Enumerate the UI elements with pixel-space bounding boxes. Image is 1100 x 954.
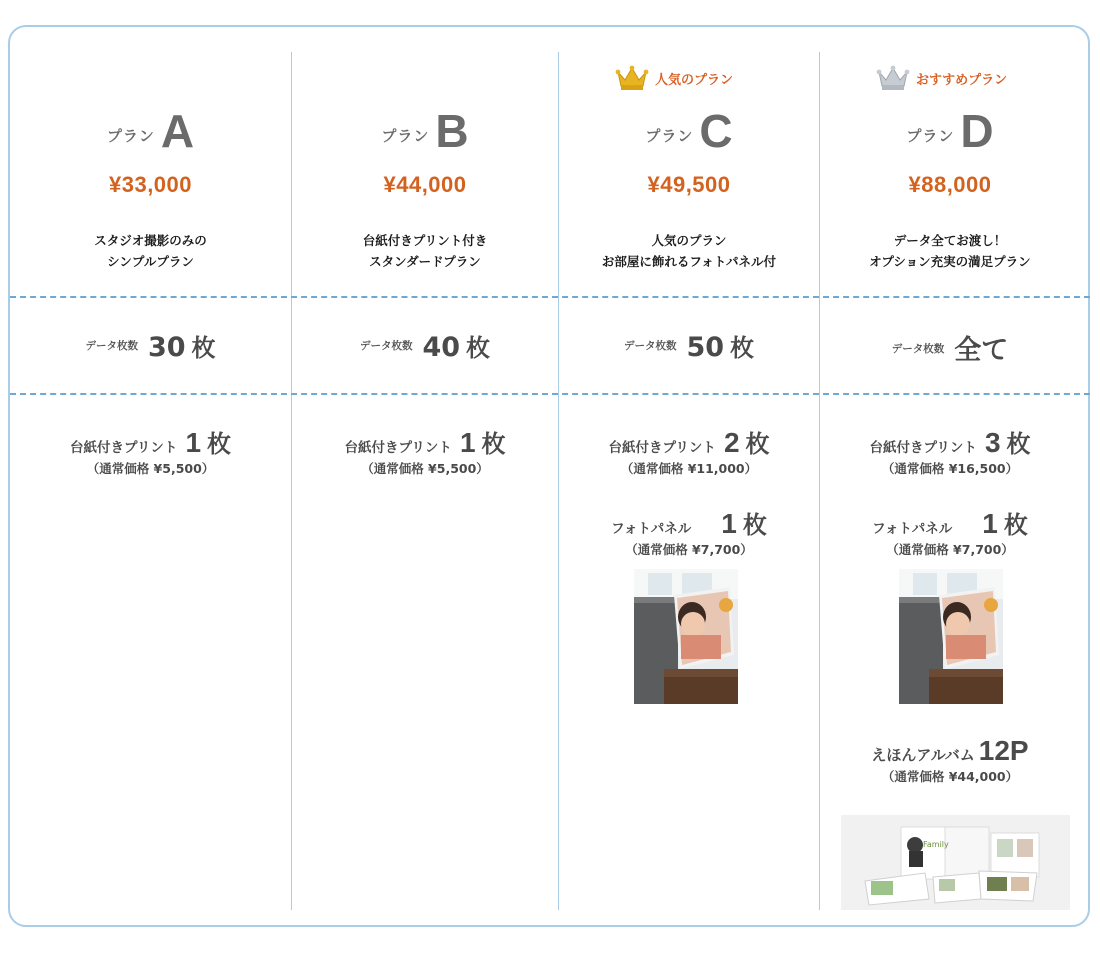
panel-unit: 枚 bbox=[742, 511, 767, 539]
album-pages: 12P bbox=[978, 735, 1029, 766]
description-line: スタンダードプラン bbox=[369, 254, 481, 269]
plan-c-data-count bbox=[559, 328, 819, 363]
picture-book-album-image bbox=[841, 815, 1070, 910]
data-count-value: 30 bbox=[147, 332, 186, 363]
panel-regular-price: （通常価格 ¥7,700） bbox=[625, 542, 753, 557]
plan-word: プラン bbox=[906, 127, 955, 145]
plan-a-column bbox=[10, 0, 291, 954]
gold-crown-icon bbox=[615, 64, 649, 92]
data-count-value: 50 bbox=[686, 332, 725, 363]
data-count-unit: 枚 bbox=[730, 334, 755, 362]
album-label: えほんアルバム bbox=[871, 746, 975, 764]
description-line: オプション充実の満足プラン bbox=[869, 254, 1031, 269]
plan-b-description bbox=[292, 230, 558, 272]
data-count-value: 40 bbox=[422, 332, 461, 363]
description-line: 人気のプラン bbox=[651, 233, 727, 248]
plan-letter: C bbox=[699, 105, 733, 157]
plan-word: プラン bbox=[106, 127, 155, 145]
panel-unit: 枚 bbox=[1003, 511, 1028, 539]
plan-word: プラン bbox=[645, 127, 694, 145]
plan-letter: A bbox=[160, 105, 195, 157]
plan-word: プラン bbox=[381, 127, 430, 145]
data-count-label: データ枚数 bbox=[85, 340, 138, 352]
plan-a-description bbox=[10, 230, 291, 272]
recommended-plan-badge bbox=[876, 64, 1007, 92]
plan-letter: D bbox=[960, 105, 994, 157]
plan-letter: B bbox=[435, 105, 469, 157]
panel-label: フォトパネル bbox=[611, 521, 692, 537]
plan-c-price: ¥49,500 bbox=[647, 172, 731, 197]
popular-plan-badge bbox=[615, 64, 733, 92]
print-regular-price: （通常価格 ¥11,000） bbox=[620, 461, 758, 476]
plan-d-title bbox=[820, 104, 1080, 158]
print-label: 台紙付きプリント bbox=[344, 440, 452, 456]
description-line: 台紙付きプリント付き bbox=[362, 233, 488, 248]
badge-label: おすすめプラン bbox=[916, 72, 1008, 88]
plan-b-column bbox=[292, 0, 558, 954]
plan-c-print-item bbox=[559, 424, 819, 477]
description-line: お部屋に飾れるフォトパネル付 bbox=[601, 254, 777, 269]
plan-d-panel-item bbox=[820, 505, 1080, 558]
data-count-unit: 枚 bbox=[191, 334, 216, 362]
plan-d-data-count bbox=[820, 328, 1080, 367]
description-line: シンプルプラン bbox=[107, 254, 194, 269]
plan-a-print-item bbox=[10, 424, 291, 477]
print-label: 台紙付きプリント bbox=[869, 440, 977, 456]
print-count: 1 bbox=[459, 427, 476, 458]
description-line: スタジオ撮影のみの bbox=[94, 233, 207, 248]
print-regular-price: （通常価格 ¥5,500） bbox=[361, 461, 489, 476]
plan-d-price: ¥88,000 bbox=[908, 172, 992, 197]
print-count: 3 bbox=[984, 427, 1001, 458]
print-regular-price: （通常価格 ¥16,500） bbox=[881, 461, 1019, 476]
plan-c-panel-item bbox=[559, 505, 819, 558]
plan-b-price: ¥44,000 bbox=[383, 172, 467, 197]
plan-a-data-count bbox=[10, 328, 291, 363]
plan-d-column bbox=[820, 0, 1080, 954]
plan-d-album-item bbox=[820, 735, 1080, 785]
album-regular-price: （通常価格 ¥44,000） bbox=[881, 769, 1019, 784]
print-count: 2 bbox=[723, 427, 740, 458]
plan-d-print-item bbox=[820, 424, 1080, 477]
data-count-value: 全て bbox=[954, 335, 1009, 366]
plan-c-title bbox=[559, 104, 819, 158]
data-count-unit: 枚 bbox=[466, 334, 491, 362]
print-label: 台紙付きプリント bbox=[69, 440, 178, 456]
plan-c-column bbox=[559, 0, 819, 954]
data-count-label: データ枚数 bbox=[623, 340, 677, 352]
data-count-label: データ枚数 bbox=[359, 340, 413, 352]
silver-crown-icon bbox=[876, 64, 910, 92]
panel-count: 1 bbox=[982, 508, 998, 539]
print-unit: 枚 bbox=[745, 430, 770, 458]
panel-count: 1 bbox=[721, 508, 737, 539]
print-unit: 枚 bbox=[1006, 430, 1031, 458]
panel-label: フォトパネル bbox=[872, 521, 953, 537]
photo-panel-image bbox=[899, 569, 1003, 704]
plan-b-print-item bbox=[292, 424, 558, 477]
print-unit: 枚 bbox=[481, 430, 506, 458]
data-count-label: データ枚数 bbox=[891, 343, 945, 355]
plan-a-price: ¥33,000 bbox=[108, 172, 193, 197]
plan-a-title bbox=[10, 104, 291, 158]
panel-regular-price: （通常価格 ¥7,700） bbox=[886, 542, 1014, 557]
description-line: データ全てお渡し！ bbox=[893, 233, 1007, 248]
print-label: 台紙付きプリント bbox=[608, 440, 716, 456]
plan-b-data-count bbox=[292, 328, 558, 363]
album-cover-text: Family bbox=[923, 840, 949, 849]
print-count: 1 bbox=[185, 427, 202, 458]
plan-d-description bbox=[820, 230, 1080, 272]
plan-c-description bbox=[559, 230, 819, 272]
photo-panel-image bbox=[634, 569, 738, 704]
plan-b-title bbox=[292, 104, 558, 158]
badge-label: 人気のプラン bbox=[655, 72, 734, 88]
print-unit: 枚 bbox=[207, 430, 232, 458]
print-regular-price: （通常価格 ¥5,500） bbox=[86, 461, 215, 476]
